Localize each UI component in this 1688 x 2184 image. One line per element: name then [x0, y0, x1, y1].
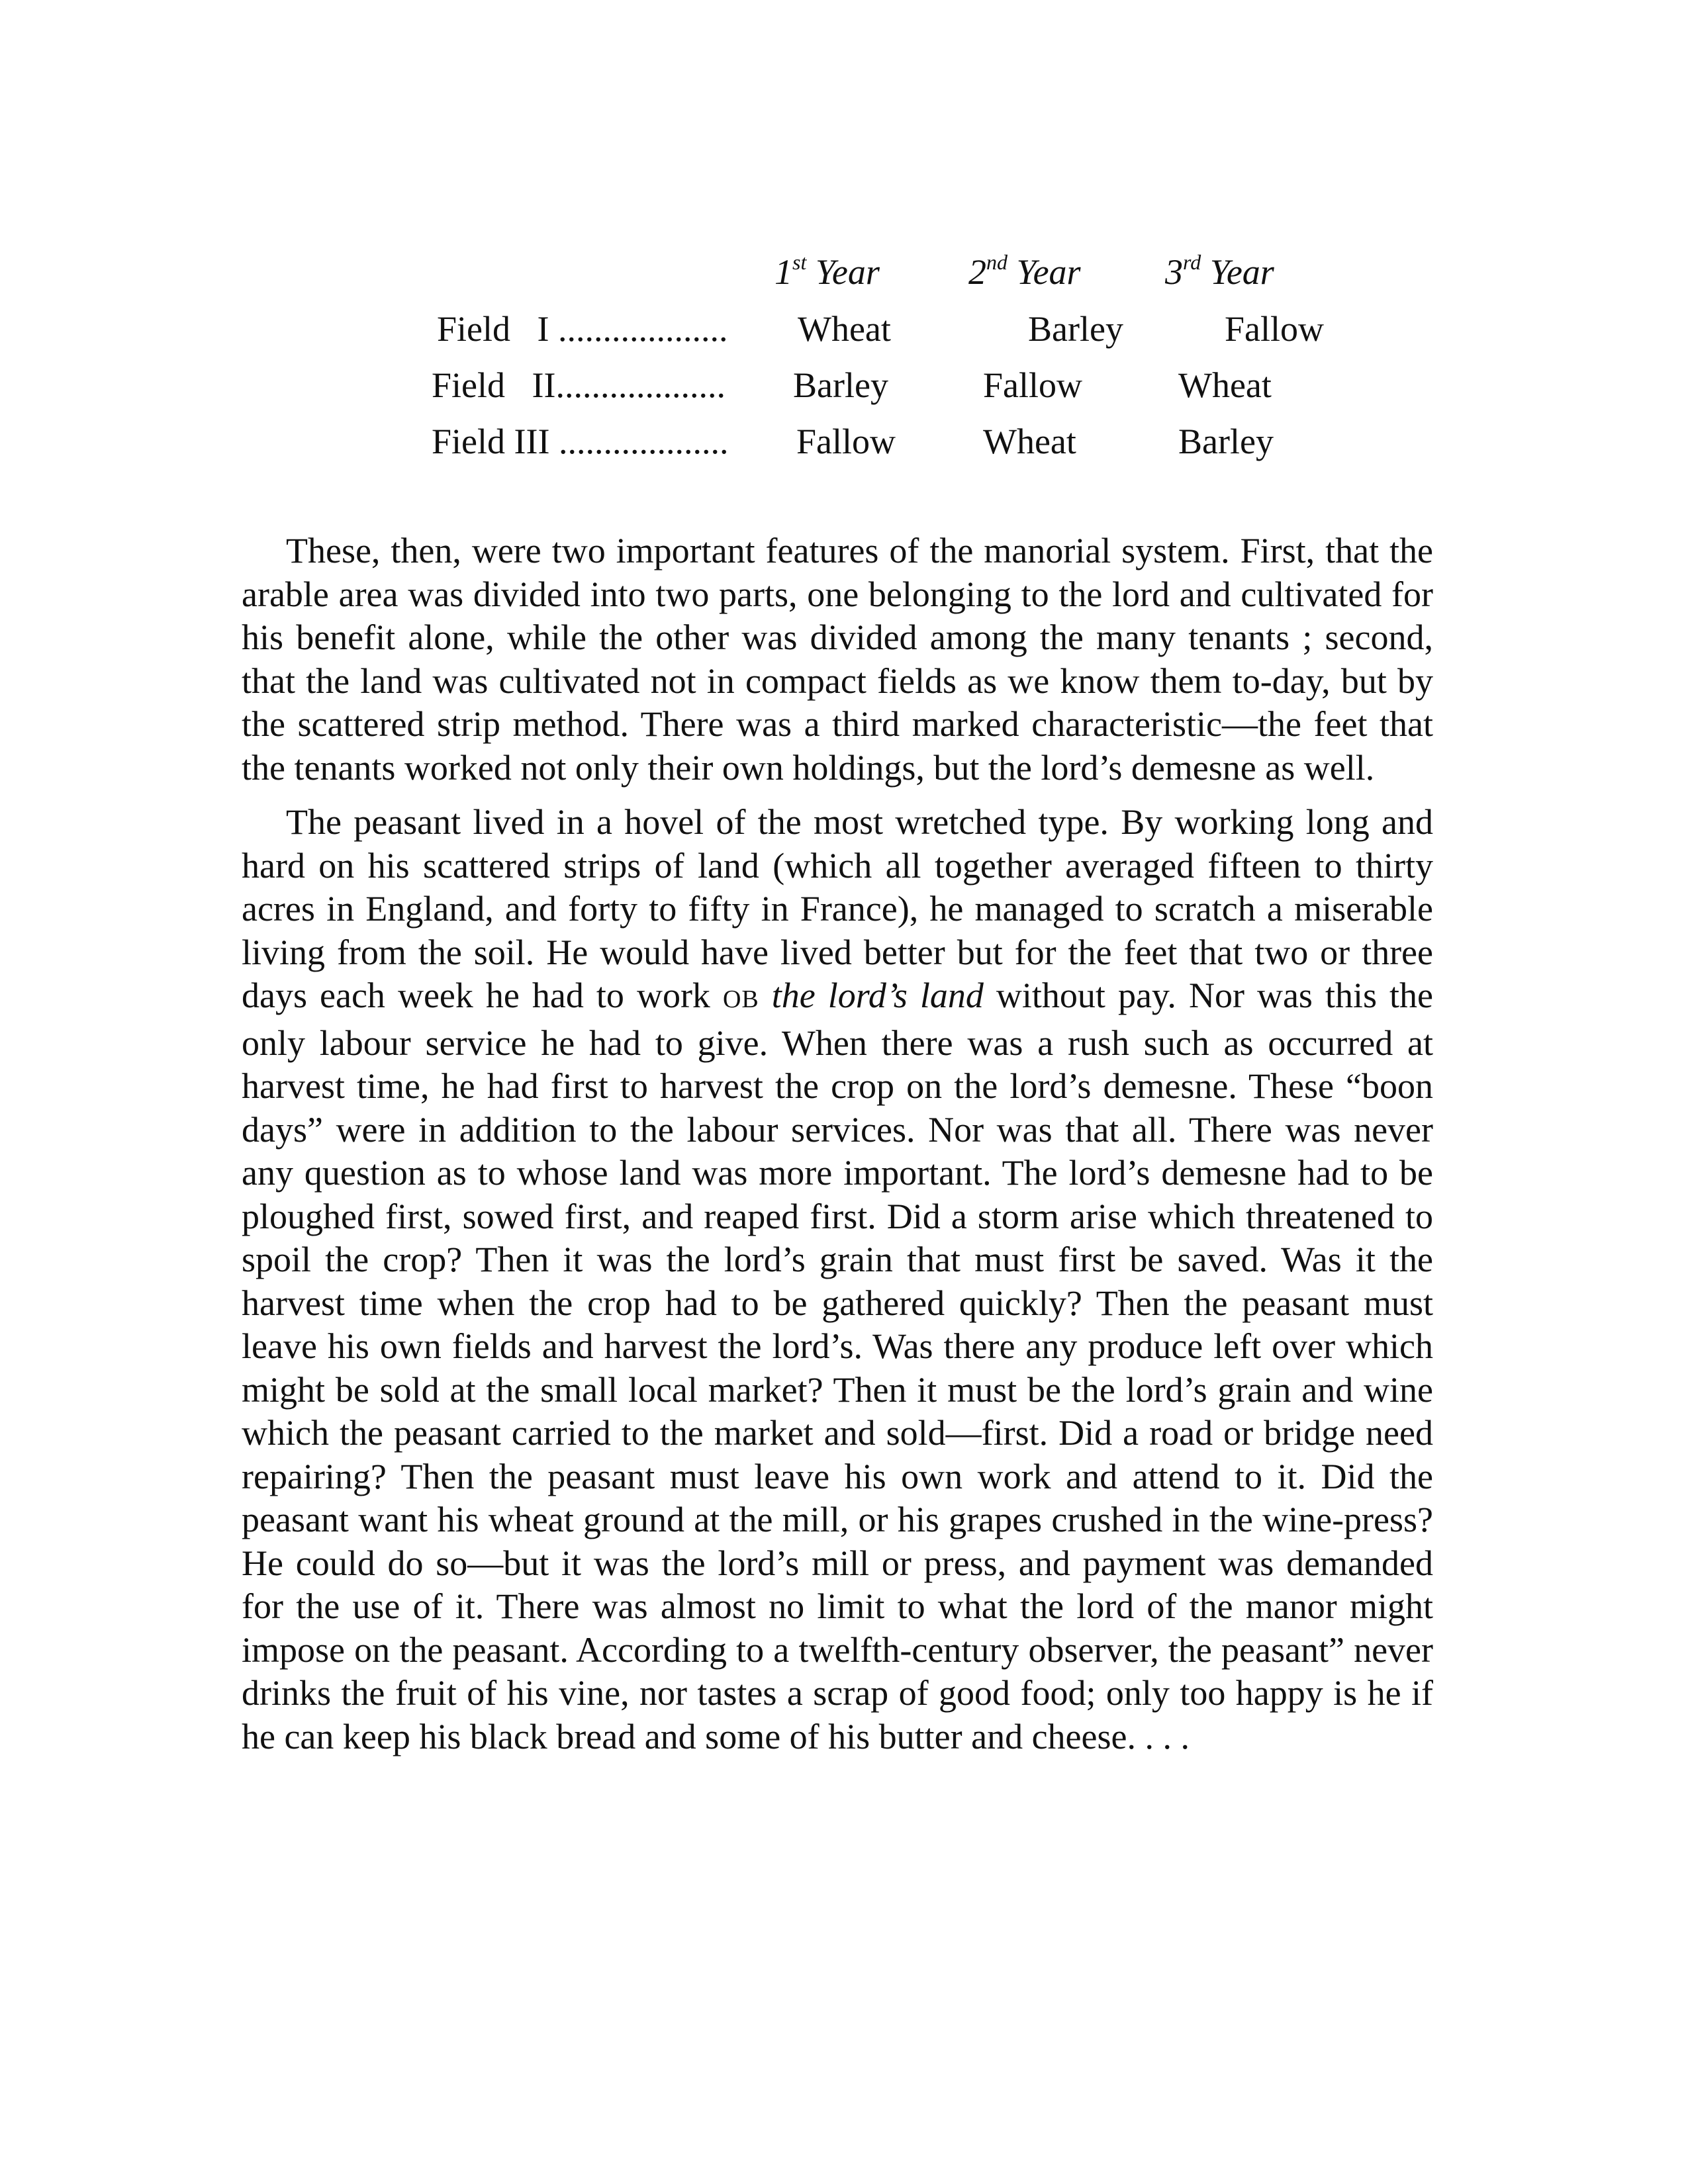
header-year-1: 1st Year: [774, 250, 880, 292]
italic-text: the lord’s land: [771, 976, 984, 1015]
table-cell: Barley: [1178, 422, 1274, 461]
table-cell: Fallow: [796, 422, 896, 461]
row-label-field-2: Field II...................: [432, 365, 726, 405]
table-cell: Barley: [1028, 309, 1123, 349]
paragraph-manorial-features: These, then, were two important features of the manorial system. First, that the arable area was divided into two parts, one belonging to the lord and cultivated for his benefit alone, while the other was divided among the many tenants ; second, that the land was cultivated not in compact fields as we know them to-day, but by the scattered strip method. There was a third marked characteristic—the feet that the tenants worked not only their own holdings, but the lord’s demesne as well.: [242, 531, 1433, 788]
table-cell: Wheat: [983, 422, 1076, 461]
paragraph-text: without pay. Nor was this the only labour service he had to give. When there was a rush such as occurred at harvest time, he had first to harvest the crop on the lord’s demesne. These “boon days” were in addition to the labour services. Nor was that all. There was never any question as to whose land was more important. The lord’s demesne had to be ploughed first, sowed first, and reaped first. Did a storm arise which threatened to spoil the crop? Then it was the lord’s grain that must first be saved. Was it the harvest time when the crop had to be gathered quickly? Then the peasant must leave his own fields and harvest the lord’s. Was there any produce left over which might be sold at the small local market? Then it must be the lord’s grain and wine which the peasant carried to the market and sold—first. Did a road or bridge need repairing? Then the peasant must leave his own work and attend to it. Did the peasant want his wheat ground at the mill, or his grapes crushed in the wine-press? He could do so—but it was the lord’s mill or press, and payment was demanded for the use of it. There was almost no limit to what the lord of the manor might impose on the peasant. According to a twelfth-century observer, the peasant” never drinks the fruit of his vine, nor tastes a scrap of good food; only too happy is he if he can keep his black bread and some of his butter and cheese. . . .: [242, 976, 1433, 1756]
paragraph-text: The peasant lived in a hovel of the most wretched type. By working long and hard on his scattered strips of land (which all together averaged fifteen to thirty acres in England, and forty to fifty in France), he managed to scratch a miserable living from the soil. He would have lived better but for the feet that two or three days each week he had to work: [242, 802, 1433, 1015]
header-year-2: 2nd Year: [968, 250, 1081, 292]
paragraph-peasant-life: [242, 801, 1433, 1758]
body-text: [242, 529, 1433, 1770]
smallcaps-text: OB: [722, 985, 759, 1013]
table-cell: Fallow: [1225, 309, 1325, 349]
row-label-field-3: Field III ...................: [432, 422, 729, 461]
header-year-3: 3rd Year: [1165, 250, 1274, 292]
table-cell: Barley: [793, 365, 888, 405]
table-cell: Wheat: [798, 309, 891, 349]
crop-rotation-table: [0, 0, 1688, 477]
row-label-field-1: Field I ...................: [437, 309, 728, 349]
table-cell: Wheat: [1178, 365, 1272, 405]
table-cell: Fallow: [983, 365, 1083, 405]
